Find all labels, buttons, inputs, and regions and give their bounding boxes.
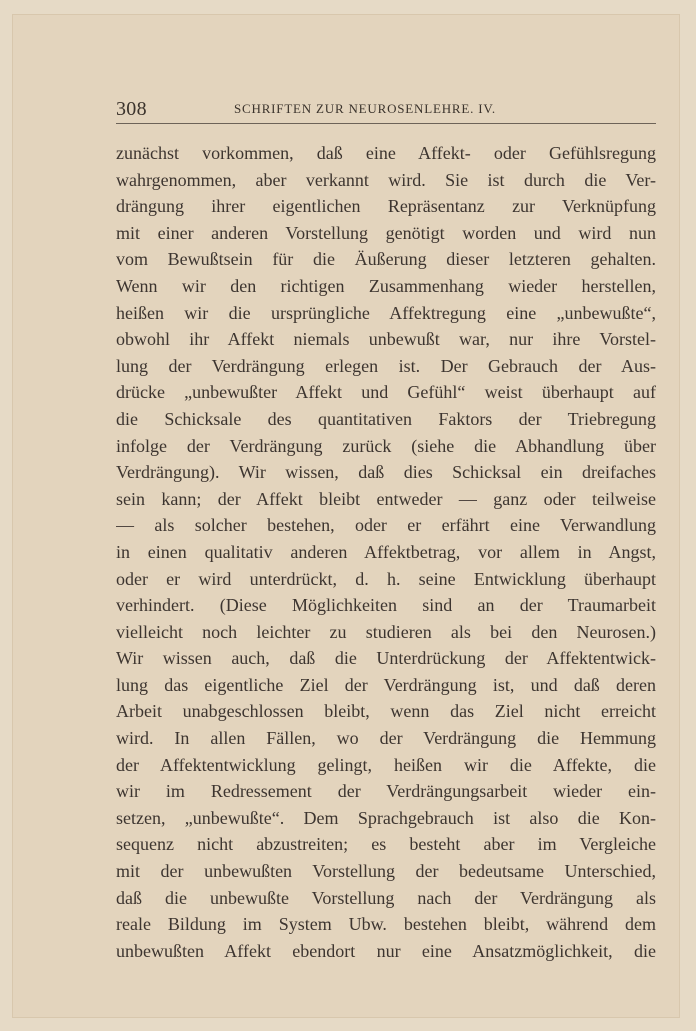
running-title: SCHRIFTEN ZUR NEUROSENLEHRE. IV. [234,101,496,116]
text-line: heißen wir die ursprüngliche Affektregung eine „unbewußte“, [116,302,656,323]
page-header [116,96,656,122]
text-line: wir im Redressement der Verdrängungsarbeit wieder ein- [116,781,656,802]
text-line: oder er wird unterdrückt, d. h. seine Entwicklung überhaupt [116,568,656,589]
text-line: Wir wissen auch, daß die Unterdrückung der Affektentwick- [116,648,656,669]
text-line: verhindert. (Diese Möglichkeiten sind an der Traumarbeit [116,595,656,616]
text-line: setzen, „unbewußte“. Dem Sprachgebrauch ist also die Kon- [116,807,656,828]
text-line: lung das eigentliche Ziel der Verdrängung ist, und daß deren [116,674,656,695]
header-rule [116,123,656,124]
text-line: Verdrängung). Wir wissen, daß dies Schicksal ein dreifaches [116,462,656,483]
body-text [116,140,656,964]
text-line: wird. In allen Fällen, wo der Verdrängung die Hemmung [116,728,656,749]
text-line: vom Bewußtsein für die Äußerung dieser letzteren gehalten. [116,249,656,270]
text-line: die Schicksale des quantitativen Faktors der Triebregung [116,408,656,429]
page-number: 308 [116,98,147,120]
text-line: wahrgenommen, aber verkannt wird. Sie ist durch die Ver- [116,169,656,190]
text-line: obwohl ihr Affekt niemals unbewußt war, nur ihre Vorstel- [116,329,656,350]
text-line: Wenn wir den richtigen Zusammenhang wieder herstellen, [116,275,656,296]
text-line: unbewußten Affekt ebendort nur eine Ansatzmöglichkeit, die [116,940,656,961]
text-line: drängung ihrer eigentlichen Repräsentanz zur Verknüpfung [116,196,656,217]
text-line: lung der Verdrängung erlegen ist. Der Gebrauch der Aus- [116,355,656,376]
text-line: daß die unbewußte Vorstellung nach der Verdrängung als [116,887,656,908]
text-line: zunächst vorkommen, daß eine Affekt- oder Gefühlsregung [116,143,656,163]
text-line: sequenz nicht abzustreiten; es besteht aber im Vergleiche [116,834,656,855]
text-line: vielleicht noch leichter zu studieren als bei den Neurosen.) [116,621,656,642]
text-line: reale Bildung im System Ubw. bestehen bleibt, während dem [116,914,656,935]
text-line: drücke „unbewußter Affekt und Gefühl“ weist überhaupt auf [116,382,656,403]
text-line: in einen qualitativ anderen Affektbetrag, vor allem in Angst, [116,541,656,562]
text-line: mit der unbewußten Vorstellung der bedeutsame Unterschied, [116,861,656,882]
text-line: mit einer anderen Vorstellung genötigt worden und wird nun [116,222,656,243]
text-line: sein kann; der Affekt bleibt entweder — ganz oder teilweise [116,488,656,509]
text-line: der Affektentwicklung gelingt, heißen wir die Affekte, die [116,754,656,775]
text-line: Arbeit unabgeschlossen bleibt, wenn das Ziel nicht erreicht [116,701,656,722]
text-line: — als solcher bestehen, oder er erfährt eine Verwandlung [116,515,656,536]
text-line: infolge der Verdrängung zurück (siehe die Abhandlung über [116,435,656,456]
